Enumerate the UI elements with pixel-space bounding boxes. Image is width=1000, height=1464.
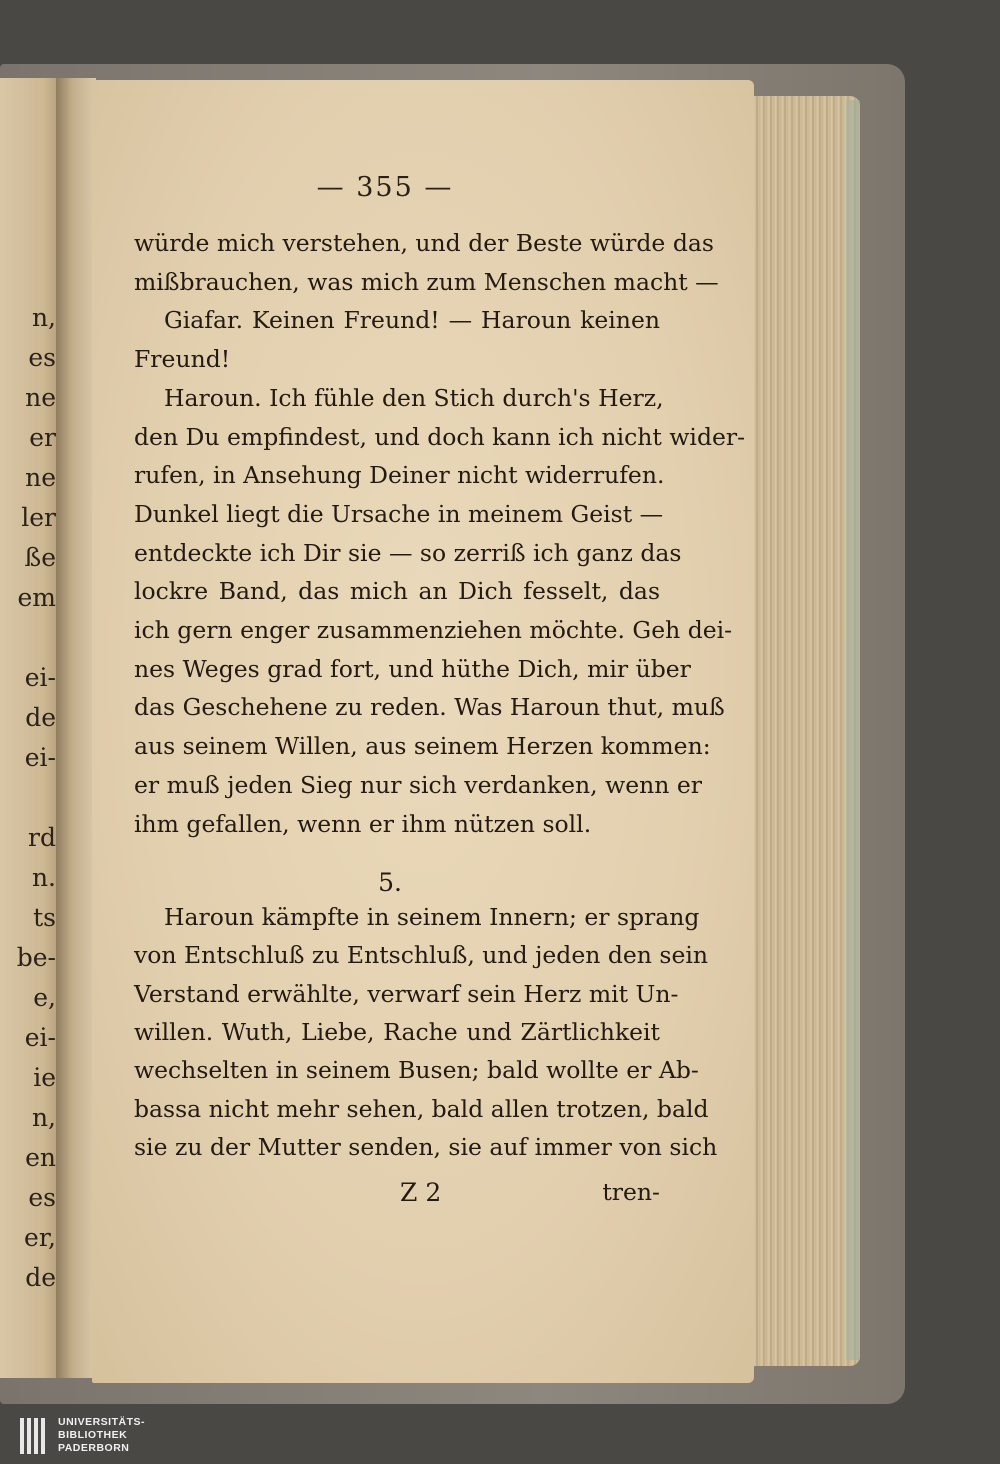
text-line: ich gern enger zusammenziehen möchte. Geh dei-: [134, 616, 733, 644]
text-line: das Geschehene zu reden. Was Haroun thut, muß: [134, 693, 725, 722]
text-line: wechselten in seinem Busen; bald wollte er Ab-: [134, 1056, 699, 1085]
text-line: würde mich verstehen, und der Beste würde das: [134, 229, 714, 257]
page-edge-rim: [846, 100, 860, 1360]
left-page-fragment: de: [25, 703, 56, 732]
text-line: er muß jeden Sieg nur sich verdanken, wenn er: [134, 770, 703, 799]
text-line: aus seinem Willen, aus seinem Herzen kommen:: [134, 732, 711, 761]
printer-signature-mark: Z 2: [400, 1178, 442, 1207]
left-page-fragment: ße: [24, 543, 56, 572]
logo-line: BIBLIOTHEK: [58, 1429, 128, 1441]
left-page-fragment: ei-: [24, 663, 56, 692]
library-logo: [20, 1414, 190, 1458]
text-line: von Entschluß zu Entschluß, und jeden den sein: [134, 941, 709, 970]
left-page-fragment: [0, 778, 60, 818]
page-fore-edge: [752, 96, 860, 1366]
left-page-fragment: n,: [31, 1103, 56, 1132]
text-line: Haroun kämpfte in seinem Innern; er sprang: [164, 903, 700, 931]
left-page-fragment: em: [17, 583, 56, 612]
left-page-fragment: de: [25, 1263, 56, 1292]
left-page-fragment: er,: [24, 1223, 56, 1252]
text-line: ihm gefallen, wenn er ihm nützen soll.: [134, 809, 592, 838]
page-number-header: — 355 —: [316, 172, 454, 203]
catchword: tren-: [602, 1178, 660, 1206]
section-number: 5.: [378, 868, 402, 897]
left-page-fragment: ei-: [24, 1023, 56, 1052]
text-line: sie zu der Mutter senden, sie auf immer von sich: [134, 1132, 718, 1161]
library-logo-text: [58, 1416, 198, 1455]
library-logo-mark-icon: [20, 1418, 50, 1454]
text-line: rufen, in Ansehung Deiner nicht widerrufen.: [134, 461, 665, 490]
left-page-fragment: ts: [33, 903, 56, 932]
text-line: Haroun. Ich fühle den Stich durch's Herz,: [164, 383, 664, 412]
left-page-fragment: ne: [25, 463, 56, 492]
text-line: lockre Band, das mich an Dich fesselt, das: [134, 577, 660, 606]
left-page-fragment: er: [29, 423, 56, 452]
text-line: bassa nicht mehr sehen, bald allen trotzen, bald: [134, 1094, 709, 1123]
left-page-fragment: be-: [16, 943, 56, 972]
left-page-fragment: [0, 618, 60, 658]
text-line: nes Weges grad fort, und hüthe Dich, mir über: [134, 654, 691, 683]
text-line: Dunkel liegt die Ursache in meinem Geist —: [134, 499, 664, 528]
text-line: Freund!: [134, 345, 231, 374]
book-gutter: [56, 78, 96, 1378]
left-page-fragment: ler: [21, 503, 56, 532]
logo-line: UNIVERSITÄTS-: [58, 1416, 146, 1428]
logo-line: PADERBORN: [58, 1442, 130, 1454]
left-page-fragment: n,: [31, 303, 56, 332]
text-line: Verstand erwählte, verwarf sein Herz mit Un-: [134, 979, 679, 1008]
left-page: [0, 78, 62, 1378]
text-line: Giafar. Keinen Freund! — Haroun keinen: [164, 306, 660, 335]
text-line: den Du empfindest, und doch kann ich nicht wider-: [134, 422, 746, 451]
left-page-fragment: rd: [28, 823, 56, 852]
left-page-fragment: es: [28, 1183, 56, 1212]
text-line: willen. Wuth, Liebe, Rache und Zärtlichkeit: [134, 1017, 660, 1046]
text-line: entdeckte ich Dir sie — so zerriß ich ganz das: [134, 538, 682, 567]
left-page-text-fragments: [0, 298, 60, 1298]
text-line: mißbrauchen, was mich zum Menschen macht —: [134, 267, 719, 296]
left-page-fragment: es: [28, 343, 56, 372]
left-page-fragment: en: [25, 1143, 56, 1172]
left-page-fragment: e,: [33, 983, 56, 1012]
left-page-fragment: ei-: [24, 743, 56, 772]
left-page-fragment: ne: [25, 383, 56, 412]
left-page-fragment: ie: [33, 1063, 56, 1092]
left-page-fragment: n.: [31, 863, 56, 892]
